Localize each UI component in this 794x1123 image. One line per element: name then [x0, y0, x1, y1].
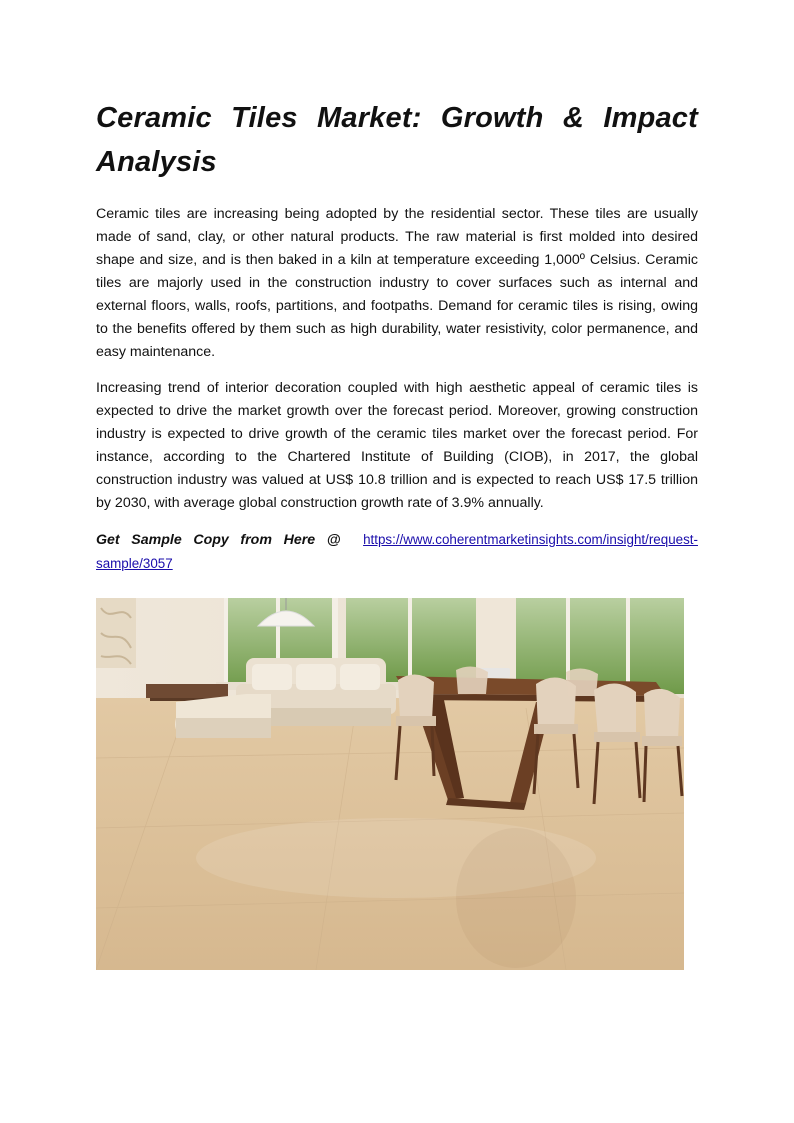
- interior-photo: [96, 598, 684, 970]
- paragraph-market-growth: Increasing trend of interior decoration coupled with high aesthetic appeal of ceramic tiles is expected to drive the market growth over the forecast period. Moreover, growing construction industry is expected to drive growth of the ceramic tiles market over the forecast period. For instance, according to the Chartered Institute of Building (CIOB), in 2017, the global construction industry was valued at US$ 10.8 trillion and is expected to reach US$ 17.5 trillion by 2030, with average global construction growth rate of 3.9% annually.: [96, 380, 698, 511]
- sample-copy-line: [96, 528, 698, 576]
- sample-copy-label: Get Sample Copy from Here @: [96, 532, 341, 548]
- paragraph-intro: Ceramic tiles are increasing being adopted by the residential sector. These tiles are usually made of sand, clay, or other natural products. The raw material is first molded into desired shape and size, and is then baked in a kiln at temperature exceeding 1,000º Celsius. Ceramic tiles are majorly used in the construction industry to cover surfaces such as internal and external floors, walls, roofs, partitions, and footpaths. Demand for ceramic tiles is rising, owing to the benefits offered by them such as high durability, water resistivity, color permanence, and easy maintenance.: [96, 206, 698, 360]
- document-page: [96, 96, 698, 589]
- tv-console: [146, 684, 228, 698]
- sample-copy-link[interactable]: https://www.coherentmarketinsights.com/insight/request-sample/3057: [96, 532, 698, 571]
- interior-photo-illustration: [96, 598, 684, 970]
- page-title: Ceramic Tiles Market: Growth & Impact Analysis: [96, 102, 698, 178]
